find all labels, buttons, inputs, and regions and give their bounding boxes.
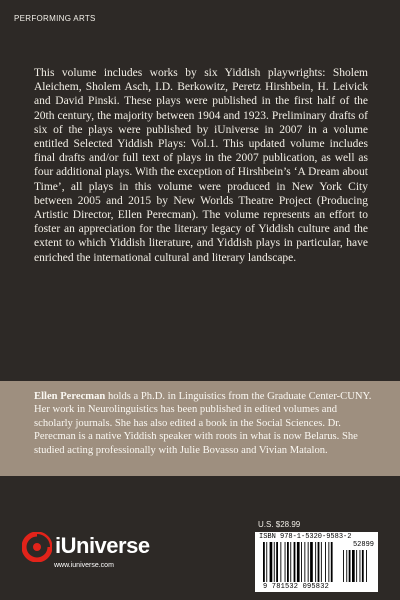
barcode-bar (349, 550, 351, 582)
isbn-barcode (255, 532, 378, 592)
author-bio (34, 390, 372, 457)
barcode-digits: 9 781532 095832 (263, 583, 330, 591)
barcode-bar (301, 542, 302, 582)
barcode-bar (308, 542, 309, 582)
barcode-bar (328, 542, 329, 582)
barcode-bar (352, 550, 355, 582)
barcode-bar (276, 542, 278, 582)
barcode-bar (321, 542, 322, 582)
barcode-bar (287, 542, 289, 582)
publisher-logo (22, 528, 192, 578)
barcode-bar (366, 550, 367, 582)
barcode-bar (280, 542, 281, 582)
barcode-bar (318, 542, 320, 582)
barcode-price-code: 52899 (352, 541, 374, 549)
barcode-bar (266, 542, 267, 582)
barcode-bar (315, 542, 316, 582)
barcode-bar (346, 550, 347, 582)
barcode-bar (362, 550, 364, 582)
barcode-bar (331, 542, 333, 582)
publisher-name: iUniverse (55, 533, 150, 558)
barcode-bar (297, 542, 300, 582)
author-bio-band (0, 381, 400, 476)
price-label: U.S. $28.99 (258, 520, 301, 529)
barcode-bar (263, 542, 265, 582)
iuniverse-swirl-icon (22, 532, 52, 562)
barcode-bar (274, 542, 275, 582)
book-description: This volume includes works by six Yiddish playwrights: Sholem Aleichem, Sholem Asch, I.D. Berkowitz, Peretz Hirshbein, H. Leivick and David Pinski. These plays were published in the first half of the 20th century, the majority between 1904 and 1923. Preliminary drafts of six of the plays were published by iUniverse in 2007 in a volume entitled Selected Yiddish Plays: Vol.1. This updated volume includes final drafts and/or full text of plays in the 2007 publication, as well as four additional plays. With the exception of Hirshbein’s ‘A Dream about Time’, all plays in this volume were produced in New York City between 2005 and 2015 by New Worlds Theatre Project (Producing Artistic Director, Ellen Perecman). The volume represents an effort to foster an appreciation for the literary legacy of Yiddish culture and the extent to which Yiddish literature, and Yiddish plays in particular, have enriched the international cultural and literary landscape. (34, 67, 368, 264)
author-bio-text: holds a Ph.D. in Linguistics from the Graduate Center-CUNY. Her work in Neurolinguistics has been published in edited volumes and scholarly journals. She has also edited a book in the Social Sciences. Dr. Perecman is a native Yiddish speaker with roots in what is now Belarus. She studied acting professionally with Julie Bovasso and Vivian Matalon. (34, 391, 372, 456)
isbn-text: ISBN 978-1-5320-9583-2 (259, 533, 352, 541)
barcode-bar (270, 542, 273, 582)
barcode-bar (343, 550, 344, 582)
publisher-url: www.iuniverse.com (54, 562, 114, 569)
category-label: PERFORMING ARTS (14, 14, 96, 23)
barcode-bar (310, 542, 313, 582)
barcode-bar (360, 550, 361, 582)
barcode-bar (285, 542, 286, 582)
author-name: Ellen Perecman (34, 391, 106, 402)
barcode-bar (294, 542, 296, 582)
barcode-bar (304, 542, 305, 582)
barcode-bar (325, 542, 326, 582)
barcode-bar (356, 550, 357, 582)
barcode-bar (290, 542, 291, 582)
